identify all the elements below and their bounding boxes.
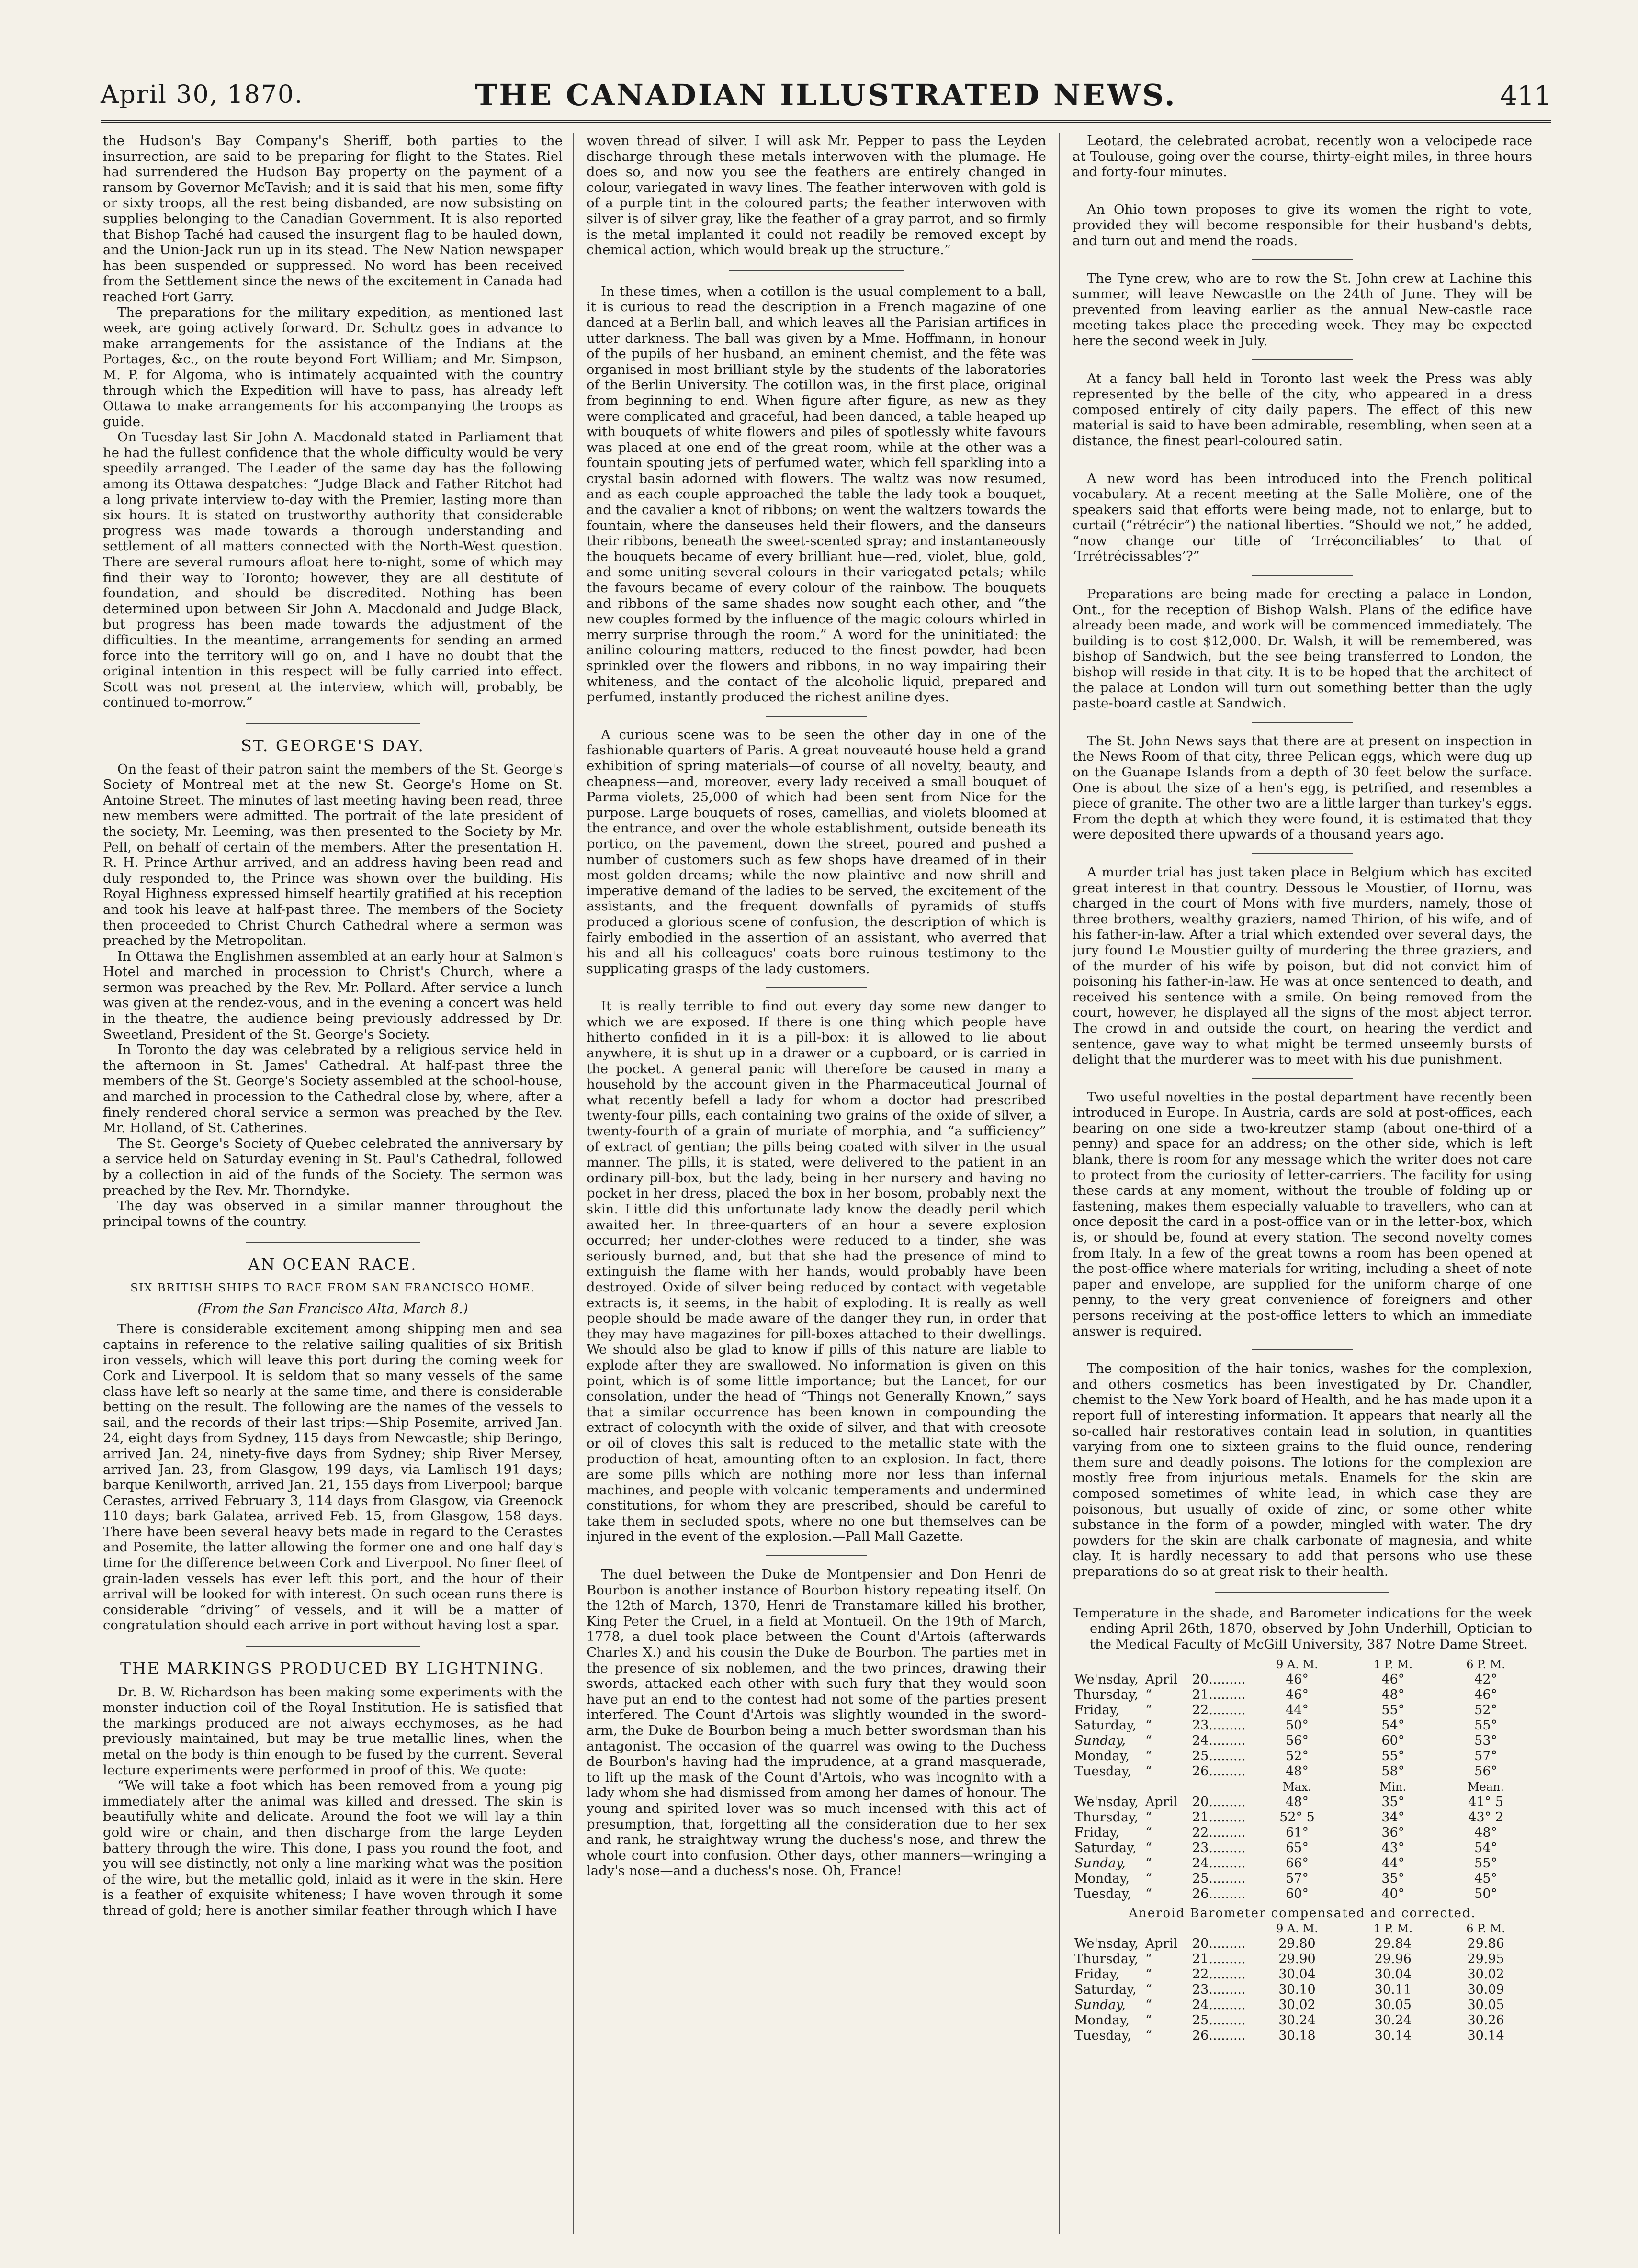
- day-cell: Monday,: [1074, 1871, 1130, 1886]
- column-header: 1 P. M.: [1373, 1922, 1413, 1936]
- section-divider: [1252, 722, 1353, 723]
- value-cell: 66°: [1286, 1856, 1309, 1871]
- table-cell: [1190, 1779, 1248, 1795]
- value-cell: 30.05: [1467, 1998, 1504, 2013]
- table-row: [1073, 1764, 1532, 1779]
- article-paragraph: The Tyne crew, who are to row the St. John crew at Lachine this summer, will leave Newcastle on the 24th of June. They will be prevented from leaving earlier as the annual New-castle race meeting takes place the preceding week. They may be expected here the second week in July.: [1073, 270, 1532, 348]
- value-cell: 29.86: [1467, 1936, 1504, 1952]
- table-row: [1073, 1967, 1532, 1982]
- date-cell: 26.........: [1192, 2028, 1246, 2043]
- day-cell: Monday,: [1074, 1749, 1130, 1764]
- day-cell: Friday,: [1074, 1967, 1119, 1982]
- column-rule: [573, 133, 574, 2234]
- section-divider: [246, 1646, 420, 1647]
- month-cell: “: [1145, 1886, 1152, 1902]
- value-cell: 50°: [1474, 1886, 1498, 1902]
- value-cell: 46°: [1381, 1672, 1405, 1687]
- day-cell: Sunday,: [1074, 1733, 1126, 1749]
- date-cell: 21.........: [1192, 1687, 1246, 1703]
- value-cell: 41° 5: [1468, 1795, 1503, 1810]
- table-cell: [1143, 1657, 1190, 1672]
- month-cell: “: [1145, 1856, 1152, 1871]
- table-row: [1073, 1982, 1532, 1998]
- value-cell: 30.18: [1278, 2028, 1316, 2043]
- value-cell: 30.24: [1374, 2013, 1412, 2028]
- value-cell: 29.80: [1278, 1936, 1316, 1952]
- day-cell: Friday,: [1074, 1703, 1119, 1718]
- value-cell: 54°: [1474, 1841, 1498, 1856]
- article-paragraph: The preparations for the military expedition, as mentioned last week, are going actively forward. Dr. Schultz goes in advance to make arrangements for the assistance of the Indians at the Portages, &c., on the route beyond Fort William; and Mr. Simpson, M. P. for Algoma, who is intimately acquainted with the country through which the Expedition will have to pass, has already left Ottawa to make arrangements for his accompanying the troops as guide.: [103, 304, 563, 429]
- value-cell: 57°: [1286, 1871, 1309, 1886]
- date-cell: 22.........: [1192, 1703, 1246, 1718]
- article-paragraph: The St. George's Society of Quebec celebrated the anniversary by a service held on Saturday evening in St. Paul's Cathedral, followed by a collection in aid of the funds of the Society. The sermon was preached by the Rev. Mr. Thorndyke.: [103, 1135, 563, 1198]
- value-cell: 48°: [1381, 1687, 1405, 1703]
- value-cell: 44°: [1286, 1703, 1309, 1718]
- date-cell: 23.........: [1192, 1982, 1246, 1998]
- value-cell: 30.04: [1374, 1967, 1412, 1982]
- date-cell: 22.........: [1192, 1967, 1246, 1982]
- value-cell: 29.96: [1374, 1952, 1412, 1967]
- column-header: 1 P. M.: [1373, 1658, 1413, 1672]
- article-paragraph: Leotard, the celebrated acrobat, recently won a velocipede race at Toulouse, going over the course, thirty-eight miles, in three hours and forty-four minutes.: [1073, 133, 1532, 180]
- section-divider: [766, 1555, 867, 1556]
- day-cell: Saturday,: [1074, 1718, 1137, 1733]
- value-cell: 29.90: [1278, 1952, 1316, 1967]
- column-header: Max.: [1283, 1780, 1312, 1794]
- table-row: [1073, 1886, 1532, 1902]
- value-cell: 34°: [1381, 1810, 1405, 1825]
- article-paragraph: “We will take a foot which has been removed from a young pig immediately after the animal was killed and dressed. The skin is beautifully white and delicate. Around the foot we will lay a thin gold wire or chain, and then discharge from the large Leyden battery through the wire. This done, I pass you round the foot, and you will see distinctly, not only a line marking what was the position of the wire, but the metallic gold, inlaid as it were in the skin. Here is a feather of exquisite whiteness; I have woven through it some thread of gold; here is another similar feather through which I have: [103, 1778, 563, 1918]
- section-divider: [1252, 575, 1353, 576]
- month-cell: “: [1145, 1764, 1152, 1779]
- article-paragraph: woven thread of silver. I will ask Mr. Pepper to pass the Leyden discharge through these metals interwoven with the plumage. He does so, and now you see the feathers are entirely changed in colour, variegated in wavy lines. The feather interwoven with gold is of a purple tint in the coloured parts; the feather interwoven with silver is of silver gray, like the feather of a gray parrot, and so firmly is the metal implanted it could not readily be removed except by chemical action, which would break up the structure.”: [587, 133, 1046, 258]
- month-cell: “: [1145, 1967, 1152, 1982]
- date-cell: 25.........: [1192, 1871, 1246, 1886]
- date-cell: 24.........: [1192, 1998, 1246, 2013]
- column-1: [103, 133, 563, 2234]
- section-divider: [1252, 1349, 1353, 1350]
- column-header: 9 A. M.: [1276, 1922, 1318, 1936]
- article-paragraph: At a fancy ball held in Toronto last week the Press was ably represented by the belle of the city, who appeared in a dress composed entirely of city daily papers. The effect of this new material is said to have been admirable, resembling, when seen at a distance, the finest pearl-coloured satin.: [1073, 371, 1532, 449]
- value-cell: 42°: [1474, 1672, 1498, 1687]
- page-number: 411: [1500, 80, 1551, 112]
- value-cell: 30.05: [1374, 1998, 1412, 2013]
- month-cell: April: [1145, 1936, 1177, 1952]
- column-header: 9 A. M.: [1276, 1658, 1318, 1672]
- value-cell: 36°: [1381, 1825, 1405, 1841]
- section-divider: [766, 987, 867, 988]
- article-paragraph: A murder trial has just taken place in Belgium which has excited great interest in that country. Dessous le Moustier, of Hornu, was charged in the court of Mons with five murders, namely, those of three brothers, wealthy graziers, named Thirion, of his wife, and of his father-in-law. After a trial which extended over several days, the jury found Le Moustier guilty of murdering the three graziers, and of the murder of his wife by poison, but did not convict him of poisoning his father-in-law. He was at once sentenced to death, and received his sentence with a smile. On being removed from the court, however, he displayed all the signs of the most abject terror. The crowd in and outside the court, on hearing the verdict and sentence, gave way to what might be termed unseemly bursts of delight that the murderer was to meet with his due punishment.: [1073, 864, 1532, 1067]
- table-subheading-row: [1073, 1902, 1532, 1921]
- month-cell: “: [1145, 1871, 1152, 1886]
- value-cell: 30.10: [1278, 1982, 1316, 1998]
- value-cell: 35°: [1381, 1795, 1405, 1810]
- date-cell: 24.........: [1192, 1856, 1246, 1871]
- column-header: Mean.: [1468, 1780, 1504, 1794]
- value-cell: 54°: [1381, 1718, 1405, 1733]
- article-paragraph: the Hudson's Bay Company's Sheriff, both parties to the insurrection, are said to be preparing for flight to the States. Riel had surrendered the Hudson Bay property on the payment of a ransom by Governor McTavish; and it is said that his men, some fifty or sixty troops, all the rest being disbanded, are now subsisting on supplies belonging to the Canadian Government. It is also reported that Bishop Taché had caused the insurgent flag to be hauled down, and the Union-Jack run up in its stead. The New Nation newspaper has been suspended or suppressed. No word has been received from the Settlement since the news of the excitement in Canada had reached Fort Garry.: [103, 133, 563, 304]
- value-cell: 29.95: [1467, 1952, 1504, 1967]
- value-cell: 30.02: [1467, 1967, 1504, 1982]
- value-cell: 45°: [1474, 1871, 1498, 1886]
- article-paragraph: There is considerable excitement among shipping men and sea captains in reference to the relative sailing qualities of six British iron vessels, which will leave this port during the coming week for Cork and Liverpool. It is seldom that so many vessels of the same class have left so nearly at the same time, and there is considerable betting on the result. The following are the names of the vessels to sail, and the records of their last trips:—Ship Posemite, arrived Jan. 24, eight days from Sydney, 115 days from Newcastle; ship Beringo, arrived Jan. 24, ninety-five days from Sydney; ship River Mersey, arrived Jan. 23, from Glasgow, 199 days, via Lamlisch 191 days; barque Kenilworth, arrived Jan. 21, 155 days from Liverpool; barque Cerastes, arrived February 3, 114 days from Glasgow, via Greenock 110 days; bark Galatea, arrived Feb. 15, from Glasgow, 158 days. There have been several heavy bets made in regard to the Cerastes and Posemite, the latter allowing the former one and one half day's time for the difference between Cork and Liverpool. No finer fleet of grain-laden vessels has ever left this port, and the hour of their arrival will be looked for with interest. On such ocean runs there is considerable “driving” of vessels, and it will be a matter of congratulation should each arrive in port without having lost a spar.: [103, 1321, 563, 1633]
- date-cell: 26.........: [1192, 1764, 1246, 1779]
- day-cell: Thursday,: [1074, 1952, 1139, 1967]
- day-cell: We'nsday,: [1074, 1936, 1139, 1952]
- weather-report-intro: Temperature in the shade, and Barometer indications for the week ending April 26th, 1870, observed by John Underhill, Optician to the Medical Faculty of McGill University, 387 Notre Dame Street.: [1073, 1605, 1532, 1652]
- date-cell: 23.........: [1192, 1841, 1246, 1856]
- article-paragraph: The St. John News says that there are at present on inspection in the News Room of that city, three Pelican eggs, which were dug up on the Guanape Islands from a depth of 30 feet below the surface. One is about the size of a hen's egg, is petrified, and resembles a piece of granite. The other two are a little larger than turkey's eggs. From the depth at which they were found, it is estimated that they were deposited there upwards of a thousand years ago.: [1073, 733, 1532, 842]
- table-row: [1073, 1952, 1532, 1967]
- value-cell: 55°: [1381, 1703, 1405, 1718]
- column-header: 6 P. M.: [1466, 1658, 1505, 1672]
- table-row: [1073, 1936, 1532, 1952]
- table-row: [1073, 1856, 1532, 1871]
- value-cell: 43°: [1381, 1841, 1405, 1856]
- value-cell: 60°: [1286, 1886, 1309, 1902]
- day-cell: Saturday,: [1074, 1982, 1137, 1998]
- day-cell: We'nsday,: [1074, 1795, 1139, 1810]
- value-cell: 48°: [1474, 1825, 1498, 1841]
- value-cell: 46°: [1474, 1687, 1498, 1703]
- section-divider: [1252, 359, 1353, 360]
- column-rule: [1059, 133, 1060, 2234]
- table-row: [1073, 1841, 1532, 1856]
- article-paragraph: On the feast of their patron saint the members of the St. George's Society of Montreal met at the new St. George's Home on St. Antoine Street. The minutes of last meeting having been read, three new members were admitted. The portrait of the late president of the society, Mr. Leeming, was then presented to the Society by Mr. Pell, on behalf of certain of the members. After the presentation H. R. H. Prince Arthur arrived, and an address having been read and duly responded to, the Prince was shown over the building. His Royal Highness expressed himself heartily gratified at his reception and took his leave at half-past three. The members of the Society then proceeded to Christ Church Cathedral where a sermon was preached by the Metropolitan.: [103, 761, 563, 949]
- article-paragraph: A new word has been introduced into the French political vocabulary. At a recent meeting at the Salle Molière, one of the speakers said that efforts were being made, not to enlarge, but to curtail (“rétrécir”) the national liberties. “Should we not,” he added, “now change our title of ‘Irréconciliables’ to that of ‘Irrétrécissables’?”: [1073, 471, 1532, 564]
- month-cell: “: [1145, 1825, 1152, 1841]
- date-cell: 25.........: [1192, 2013, 1246, 2028]
- table-header-row: [1073, 1657, 1532, 1672]
- value-cell: 30.24: [1278, 2013, 1316, 2028]
- month-cell: “: [1145, 1810, 1152, 1825]
- value-cell: 44°: [1381, 1856, 1405, 1871]
- section-divider: [1252, 1078, 1353, 1079]
- masthead: [101, 72, 1551, 123]
- month-cell: “: [1145, 1687, 1152, 1703]
- column-2: [587, 133, 1046, 2234]
- day-cell: We'nsday,: [1074, 1672, 1139, 1687]
- value-cell: 52°: [1286, 1749, 1309, 1764]
- issue-date: April 30, 1870.: [101, 80, 304, 109]
- table-row: [1073, 2013, 1532, 2028]
- table-header-row: [1073, 1779, 1532, 1795]
- value-cell: 40°: [1381, 1886, 1405, 1902]
- column-3: [1073, 133, 1532, 2234]
- table-cell: [1073, 1921, 1143, 1936]
- value-cell: 48°: [1286, 1764, 1309, 1779]
- day-cell: Thursday,: [1074, 1687, 1139, 1703]
- day-cell: Friday,: [1074, 1825, 1119, 1841]
- headline-ocean-race: AN OCEAN RACE.: [248, 1255, 418, 1274]
- date-cell: 22.........: [1192, 1825, 1246, 1841]
- table-row: [1073, 1871, 1532, 1886]
- table-header-row: [1073, 1921, 1532, 1936]
- table-row: [1073, 1718, 1532, 1733]
- value-cell: 30.14: [1467, 2028, 1504, 2043]
- section-divider: [1215, 1592, 1390, 1593]
- value-cell: 61°: [1286, 1825, 1309, 1841]
- value-cell: 30.09: [1467, 1982, 1504, 1998]
- value-cell: 58°: [1381, 1764, 1405, 1779]
- source-credit: (From the San Francisco Alta, March 8.): [197, 1301, 468, 1316]
- month-cell: “: [1145, 1998, 1152, 2013]
- date-cell: 20.........: [1192, 1795, 1246, 1810]
- table-cell: [1143, 1779, 1190, 1795]
- value-cell: 55°: [1381, 1749, 1405, 1764]
- value-cell: 30.26: [1467, 2013, 1504, 2028]
- table-cell: [1143, 1921, 1190, 1936]
- value-cell: 50°: [1286, 1718, 1309, 1733]
- month-cell: “: [1145, 1703, 1152, 1718]
- section-divider: [766, 716, 867, 717]
- value-cell: 53°: [1474, 1733, 1498, 1749]
- day-cell: Tuesday,: [1074, 1886, 1131, 1902]
- value-cell: 55°: [1474, 1856, 1498, 1871]
- date-cell: 20.........: [1192, 1936, 1246, 1952]
- barometer-heading: Aneroid Barometer compensated and corrected.: [1129, 1906, 1476, 1921]
- value-cell: 46°: [1286, 1687, 1309, 1703]
- headline-lightning: THE MARKINGS PRODUCED BY LIGHTNING.: [120, 1659, 546, 1678]
- value-cell: 30.14: [1374, 2028, 1412, 2043]
- table-row: [1073, 1810, 1532, 1825]
- day-cell: Sunday,: [1074, 1856, 1126, 1871]
- value-cell: 46°: [1286, 1672, 1309, 1687]
- table-row: [1073, 1795, 1532, 1810]
- value-cell: 56°: [1286, 1733, 1309, 1749]
- headline-st-georges-day: ST. GEORGE'S DAY.: [241, 736, 425, 755]
- value-cell: 60°: [1381, 1733, 1405, 1749]
- month-cell: “: [1145, 1952, 1152, 1967]
- article-paragraph: In these times, when a cotillon is the usual complement to a ball, it is curious to read the description in a French magazine of one danced at a Berlin ball, and which leaves all the Parisian artifices in utter darkness. The ball was given by a Mme. Hoffmann, in honour of the pupils of her husband, an eminent chemist, and the fête was organised in most brilliant style by the students of the laboratories of the Berlin University. The cotillon was, in the first place, original from beginning to end. When figure after figure, as new as they were complicated and graceful, had been danced, a table heaped up with bouquets of white flowers and piles of spotlessly white favours was placed at one end of the great room, while at the other was a fountain spouting jets of perfumed water, which fell sparkling into a crystal basin adorned with flowers. The waltz was now resumed, and as each couple approached the table the lady took a bouquet, and the cavalier a knot of ribbons; on went the waltzers towards the fountain, where the danseuses held their flowers, and the danseurs their ribbons, beneath the sweet-scented spray; and instantaneously the bouquets became of every brilliant hue—red, violet, blue, gold, and some uniting several colours in their variegated petals; while the favours became of every colour of the rainbow. The bouquets and ribbons of the same shades now sought each other, and “the new couples formed by the influence of the magic colours whirled in merry surprise through the room.” A word for the uninitiated: the aniline colouring matters, reduced to the finest powder, had been sprinkled over the flowers and ribbons, in no way impairing their whiteness, and the contact of the alcoholic liquid, prepared and perfumed, instantly produced the richest aniline dyes.: [587, 283, 1046, 705]
- month-cell: “: [1145, 2028, 1152, 2043]
- section-divider: [246, 1242, 420, 1243]
- article-paragraph: Dr. B. W. Richardson has been making some experiments with the monster induction coil of the Royal Institution. He is satisfied that the markings produced are not always ecchymoses, as he had previously maintained, but may be true metallic lines, when the metal on the body is thin enough to be fused by the current. Several lecture experiments were performed in proof of this. We quote:: [103, 1684, 563, 1778]
- section-divider: [1252, 853, 1353, 854]
- table-row: [1073, 1733, 1532, 1749]
- value-cell: 48°: [1286, 1795, 1309, 1810]
- article-paragraph: Two useful novelties in the postal department have recently been introduced in Europe. In Austria, cards are sold at post-offices, each bearing on one side a two-kreutzer stamp (about one-third of a penny) and space for an address; on the other side, which is left blank, there is room for any message which the writer does not care to protect from the curiosity of letter-carriers. The facility for using these cards at any moment, without the trouble of folding up or fastening, makes them especially valuable to travellers, who can at once deposit the card in a post-office van or in the letter-box, which is, or should be, found at every station. The second novelty comes from Italy. In a few of the great towns a room has been opened at the post-office where materials for writing, including a sheet of note paper and envelope, are supplied for the uniform charge of one penny, to the very great convenience of foreigners and other persons receiving at the post-office letters to which an immediate answer is required.: [1073, 1089, 1532, 1339]
- month-cell: April: [1145, 1672, 1177, 1687]
- article-paragraph: In Toronto the day was celebrated by a religious service held in the afternoon in St. James' Cathedral. At half-past three the members of the St. George's Society assembled at the school-house, and marched in procession to the Cathedral close by, where, after a finely rendered choral service a sermon was preached by the Rev. Mr. Holland, of St. Catherines.: [103, 1042, 563, 1136]
- value-cell: 30.11: [1374, 1982, 1412, 1998]
- section-divider: [1252, 259, 1353, 260]
- value-cell: 35°: [1381, 1871, 1405, 1886]
- date-cell: 25.........: [1192, 1749, 1246, 1764]
- section-divider: [729, 270, 904, 271]
- table-row: [1073, 1825, 1532, 1841]
- table-cell: [1190, 1657, 1248, 1672]
- table-row: [1073, 1687, 1532, 1703]
- day-cell: Sunday,: [1074, 1998, 1126, 2013]
- article-paragraph: In Ottawa the Englishmen assembled at an early hour at Salmon's Hotel and marched in procession to Christ's Church, where a sermon was preached by the Rev. Mr. Pollard. After service a lunch was given at the rendez-vous, and in the evening a concert was held in the theatre, the audience being previously addressed by Dr. Sweetland, President of the St. George's Society.: [103, 948, 563, 1042]
- month-cell: “: [1145, 1982, 1152, 1998]
- value-cell: 65°: [1286, 1841, 1309, 1856]
- value-cell: 56°: [1474, 1764, 1498, 1779]
- weather-table: [1073, 1657, 1532, 2043]
- table-row: [1073, 2028, 1532, 2043]
- table-row: [1073, 1672, 1532, 1687]
- date-cell: 21.........: [1192, 1810, 1246, 1825]
- date-cell: 21.........: [1192, 1952, 1246, 1967]
- date-cell: 23.........: [1192, 1718, 1246, 1733]
- value-cell: 55°: [1474, 1718, 1498, 1733]
- value-cell: 52°: [1474, 1703, 1498, 1718]
- column-header: 6 P. M.: [1466, 1922, 1505, 1936]
- day-cell: Tuesday,: [1074, 1764, 1131, 1779]
- table-cell: [1073, 1779, 1143, 1795]
- day-cell: Tuesday,: [1074, 2028, 1131, 2043]
- day-cell: Thursday,: [1074, 1810, 1139, 1825]
- table-cell: [1190, 1921, 1248, 1936]
- article-paragraph: The duel between the Duke de Montpensier and Don Henri de Bourbon is another instance of Bourbon history repeating itself. On the 12th of March, 1370, Henri de Transtamare killed his brother, King Peter the Cruel, in a field at Montueil. On the 19th of March, 1778, a duel took place between the Count d'Artois (afterwards Charles X.) and his cousin the Duke de Bourbon. The parties met in the presence of six noblemen, and the two princes, drawing their swords, attacked each other with such fury that they would soon have put an end to the contest had not some of the parties present interfered. The Count d'Artois was slightly wounded in the sword-arm, the Duke de Bourbon being a much better swordsman than his antagonist. The occasion of the quarrel was owing to the Duchess de Bourbon's having had the imprudence, at a grand masquerade, to lift up the mask of the Count d'Artois, who was incognito with a lady whom she had dismissed from among her dames of honour. The young and spirited lover was so much incensed with this act of presumption, that, forgetting all the consideration due to her sex and rank, he straightway wrung the duchess's nose, and threw the whole court into confusion. Other days, other manners—wringing a lady's nose—and a duchess's nose. Oh, France!: [587, 1567, 1046, 1879]
- value-cell: 52° 5: [1279, 1810, 1315, 1825]
- month-cell: “: [1145, 1718, 1152, 1733]
- subheadline: SIX BRITISH SHIPS TO RACE FROM SAN FRANCISCO HOME.: [130, 1281, 535, 1294]
- value-cell: 29.84: [1374, 1936, 1412, 1952]
- day-cell: Saturday,: [1074, 1841, 1137, 1856]
- table-cell: [1073, 1657, 1143, 1672]
- value-cell: 30.02: [1278, 1998, 1316, 2013]
- article-paragraph: Preparations are being made for erecting a palace in London, Ont., for the reception of Bishop Walsh. Plans of the edifice have already been made, and work will be commenced immediately. The building is to cost $12,000. Dr. Walsh, it will be remembered, was bishop of Sandwich, but the see being transferred to London, the bishop will reside in that city. It is to be hoped that the architect of the palace at London will turn out something better than the ugly paste-board castle at Sandwich.: [1073, 586, 1532, 711]
- article-paragraph: The composition of the hair tonics, washes for the complexion, and others cosmetics has been investigated by Dr. Chandler, chemist to the New York board of Health, and he has made upon it a report full of interesting information. It appears that nearly all the so-called hair restoratives contain lead in solution, in quantities varying from one to sixteen grains to the fluid ounce, rendering them sure and deadly poisons. The lotions for the complexion are mostly free from injurious metals. Enamels for the skin are composed sometimes of white lead, in which case they are poisonous, but usually of oxide of zinc, or some other white substance in the form of a powder, mingled with water. The dry powders for the skin are chalk carbonate of magnesia, and white clay. It is hardly necessary to add that persons who use these preparations do so at great risk to their health.: [1073, 1361, 1532, 1579]
- article-paragraph: The day was observed in a similar manner throughout the principal towns of the country.: [103, 1198, 563, 1229]
- month-cell: “: [1145, 1841, 1152, 1856]
- column-header: Min.: [1379, 1780, 1406, 1794]
- article-paragraph: On Tuesday last Sir John A. Macdonald stated in Parliament that he had the fullest confidence that the whole difficulty would be very speedily arranged. The Leader of the same day has the following among its Ottawa despatches: “Judge Black and Father Ritchot had a long private interview to-day with the Premier, lasting more than six hours. It is stated on trustworthy authority that considerable progress was made towards a thorough understanding and settlement of all matters connected with the North-West question. There are several rumours afloat here to-night, some of which may find their way to Toronto; however, they are all destitute of foundation, and should be discredited. Nothing has been determined upon between Sir John A. Macdonald and Judge Black, but progress has been made towards the adjustment of the difficulties. In the meantime, arrangements for sending an armed force into the territory will go on, and I have no doubt that the original intention in this respect will be fully carried into effect. Scott was not present at the interview, which will, probably, be continued to-morrow.”: [103, 429, 563, 710]
- value-cell: 57°: [1474, 1749, 1498, 1764]
- month-cell: “: [1145, 1749, 1152, 1764]
- value-cell: 43° 2: [1468, 1810, 1503, 1825]
- month-cell: “: [1145, 1733, 1152, 1749]
- section-divider: [246, 723, 420, 724]
- month-cell: “: [1145, 2013, 1152, 2028]
- date-cell: 24.........: [1192, 1733, 1246, 1749]
- newspaper-title: THE CANADIAN ILLUSTRATED NEWS.: [475, 78, 1177, 112]
- date-cell: 20.........: [1192, 1672, 1246, 1687]
- value-cell: 30.04: [1278, 1967, 1316, 1982]
- month-cell: April: [1145, 1795, 1177, 1810]
- article-paragraph: A curious scene was to be seen the other day in one of the fashionable quarters of Paris. A great nouveauté house held a grand exhibition of spring materials—of course of all novelty, beauty, and cheapness—and, moreover, every lady received a small bouquet of Parma violets, 25,000 of which had been sent from Nice for the purpose. Large bouquets of roses, camellias, and violets bloomed at the entrance, and over the whole establishment, outside beneath its portico, on the pavement, down the street, poured and pushed a number of customers such as few shops have dreamed of in their most golden dreams; while the now plaintive and now shrill and imperative demand of the ladies to be served, the excitement of the assistants, and the frequent downfalls of pyramids of stuffs produced a glorious scene of confusion, the description of which is fairly embodied in the assertion of an assistant, who averred that his and all his colleagues' coats bore ruinous testimony to the supplicating grasps of the lady customers.: [587, 727, 1046, 977]
- article-paragraph: It is really terrible to find out every day some new danger to which we are exposed. If there is one thing which people have hitherto confided in it is a pill-box: it is allowed to lie about anywhere, it is shut up in a drawer or a cupboard, or is carried in the pocket. A general panic will therefore be caused in many a household by the account given in the Pharmaceutical Journal of what recently befell a lady for whom a doctor had prescribed twenty-four pills, each containing two grains of the oxide of silver, a twenty-fourth of a grain of muriate of morphia, and “a sufficiency” of extract of gentian; the pills being coated with silver in the usual manner. The pills, it is stated, were delivered to the patient in an ordinary pill-box, but the lady, being in her nursery and having no pocket in her dress, placed the box in her bosom, probably next the skin. Little did this unfortunate lady know the deadly peril which awaited her. In three-quarters of an hour a severe explosion occurred; her under-clothes were reduced to a tinder, she was seriously burned, and, but that she had the presence of mind to extinguish the flame with her hands, would probably have been destroyed. Oxide of silver being reduced by contact with vegetable extracts is, it seems, in the habit of exploding. It is really as well people should be made aware of the danger they run, in order that they may have magazines for pill-boxes attached to their dwellings. We should also be glad to know if pills of this nature are liable to explode after they are swallowed. No information is given on this point, which is of some little importance; but the Lancet, for our consolation, under the head of “Things not Generally Known,” says that a similar occurrence has been known in compounding the extract of colocynth with the oxide of silver, and that with creosote or oil of cloves this salt is reduced to the metallic state with the production of heat, amounting often to an explosion. In fact, there are some pills which are nothing more nor less than infernal machines, and people with volcanic temperaments and undermined constitutions, for whom they are prescribed, should be careful to take them in secluded spots, where no one but themselves can be injured in the event of the explosion.—Pall Mall Gazette.: [587, 999, 1046, 1545]
- table-row: [1073, 1749, 1532, 1764]
- day-cell: Monday,: [1074, 2013, 1130, 2028]
- date-cell: 26.........: [1192, 1886, 1246, 1902]
- table-row: [1073, 1998, 1532, 2013]
- table-row: [1073, 1703, 1532, 1718]
- article-paragraph: An Ohio town proposes to give its women the right to vote, provided they will become responsible for their husband's debts, and turn out and mend the roads.: [1073, 202, 1532, 248]
